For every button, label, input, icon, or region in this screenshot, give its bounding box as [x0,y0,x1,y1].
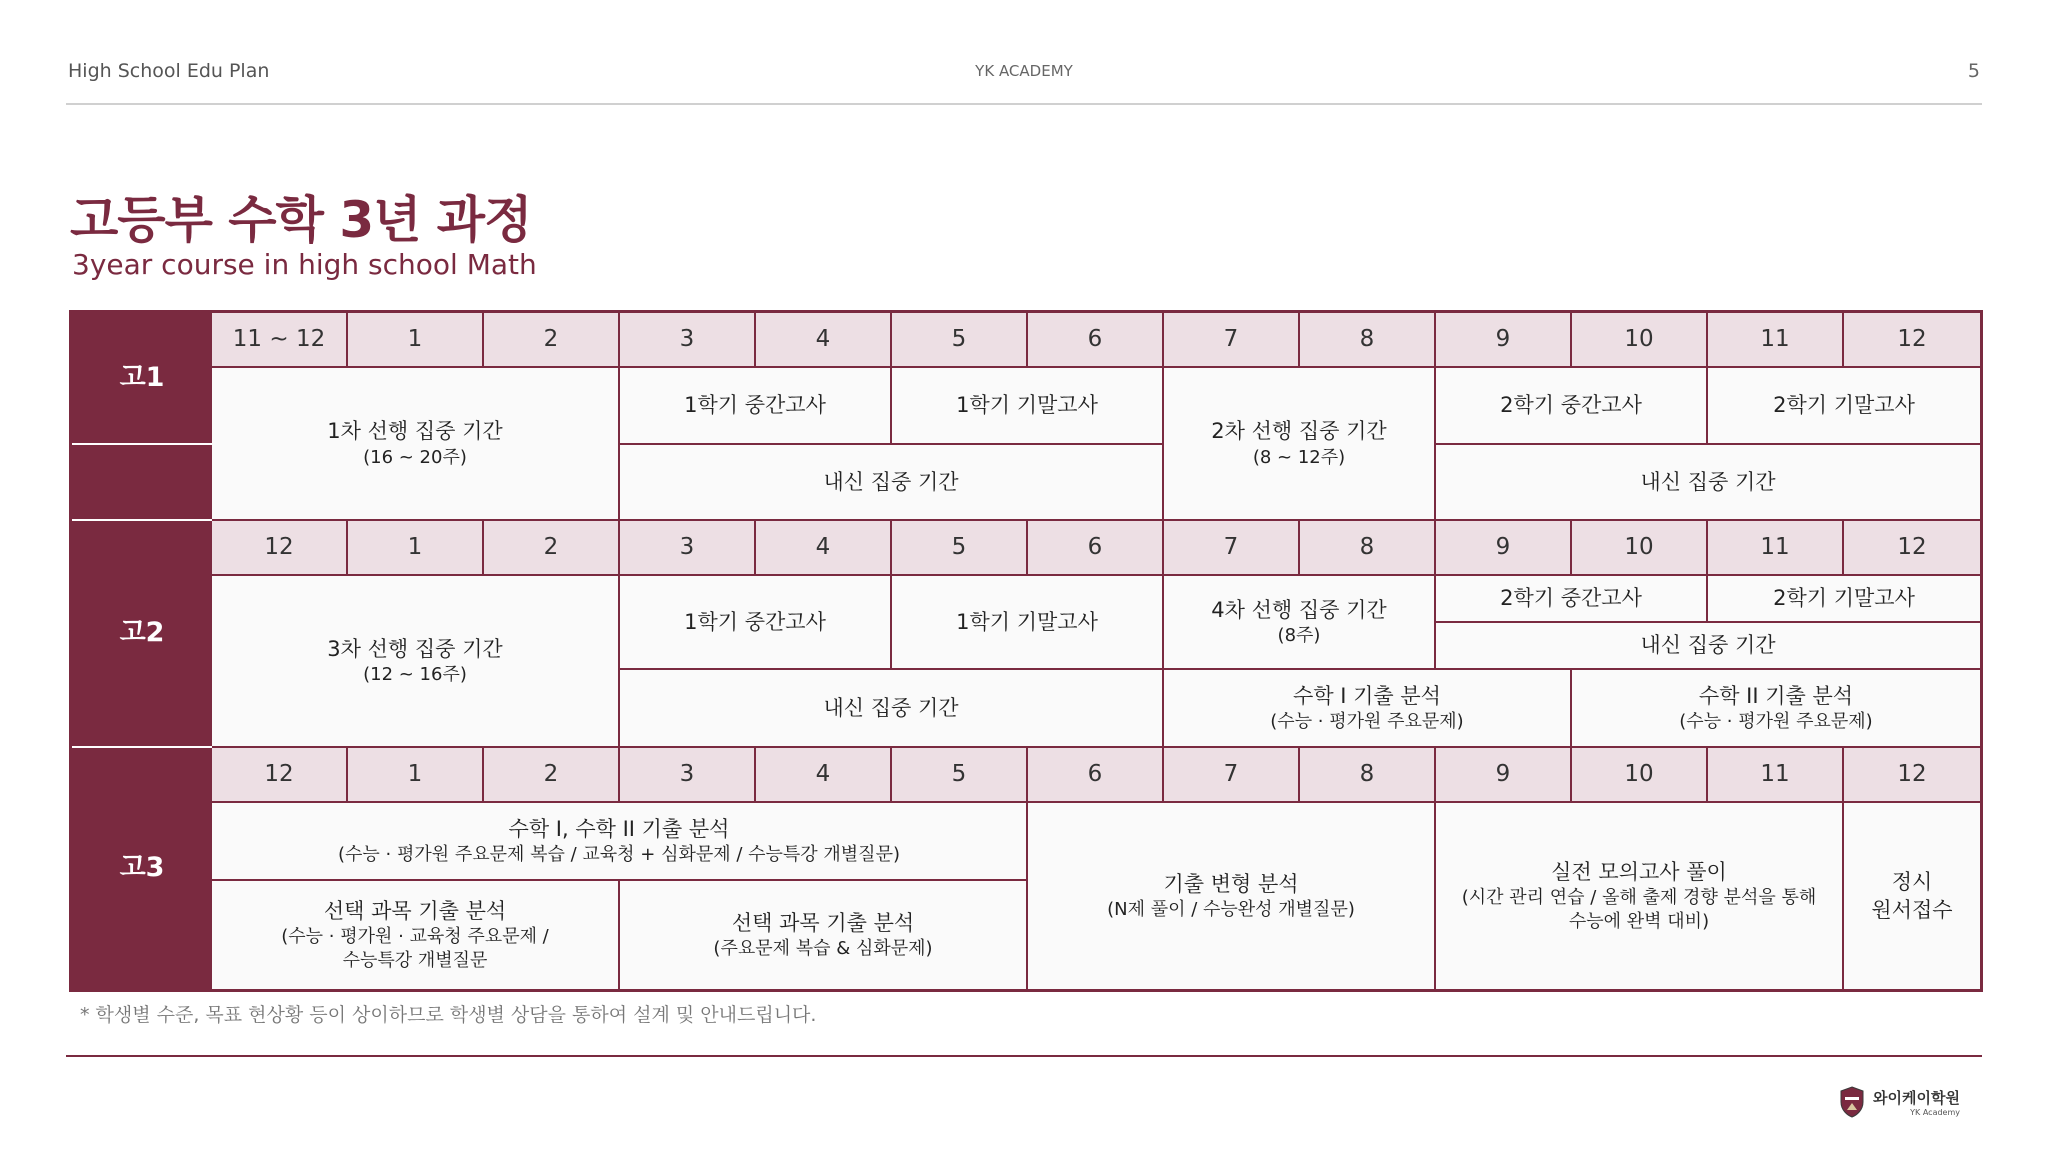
cell-sub: (수능 · 평가원 · 교육청 주요문제 / [281,925,549,947]
month-cell: 9 [1436,313,1572,368]
page-title: 고등부 수학 3년 과정 [70,191,532,249]
cell-sub: (8 ~ 12주) [1252,446,1346,468]
cell-sub: (16 ~ 20주) [363,446,467,468]
g3-elective-analysis-1 [212,881,620,989]
g3-variant-analysis [1028,803,1436,989]
grade-label-text: 고1 [119,361,165,393]
cell-sub: 수능특강 개별질문 [342,950,488,972]
month-cell: 6 [1028,748,1164,803]
month-cell: 2 [484,521,620,576]
cell-title: 원서접수 [1871,898,1953,922]
cell-title: 기출 변형 분석 [1163,871,1299,896]
month-cell: 9 [1436,521,1572,576]
g2-math1-analysis [1164,670,1572,748]
cell-title: 수학 I, 수학 II 기출 분석 [508,816,730,841]
cell-title: 3차 선행 집중 기간 [327,636,503,661]
footnote: * 학생별 수준, 목표 현상황 등이 상이하므로 학생별 상담을 통하여 설계 및 안내드립니다. [80,1004,817,1026]
cell-sub: (수능 · 평가원 주요문제) [1679,711,1873,733]
month-cell: 3 [620,521,756,576]
grade-label-g1-fill [72,445,212,521]
g2-naesin-period-2: 내신 집중 기간 [1436,623,1980,670]
cell-title: 수학 I 기출 분석 [1293,683,1441,708]
g1-final-1: 1학기 기말고사 [892,368,1164,445]
g1-final-2: 2학기 기말고사 [1708,368,1980,445]
cell-title: 선택 과목 기출 분석 [323,898,507,923]
cell-title: 선택 과목 기출 분석 [731,910,915,935]
cell-title: 1차 선행 집중 기간 [327,419,503,444]
month-cell: 7 [1164,748,1300,803]
month-cell: 10 [1572,748,1708,803]
month-cell: 3 [620,313,756,368]
month-cell: 4 [756,521,892,576]
month-cell: 10 [1572,313,1708,368]
grade-label-g1 [72,313,212,445]
month-cell: 2 [484,748,620,803]
month-cell: 4 [756,313,892,368]
cell-sub: (주요문제 복습 & 심화문제) [713,938,933,960]
g2-final-1: 1학기 기말고사 [892,576,1164,670]
g1-naesin-period-1: 내신 집중 기간 [620,445,1164,521]
month-cell: 1 [348,748,484,803]
cell-sub: (수능 · 평가원 주요문제) [1270,711,1464,733]
grade-label-text: 고3 [119,852,165,884]
month-cell: 6 [1028,313,1164,368]
month-cell: 7 [1164,313,1300,368]
month-cell: 5 [892,521,1028,576]
g2-math2-analysis [1572,670,1980,748]
month-cell: 12 [212,748,348,803]
g2-midterm-2: 2학기 중간고사 [1436,576,1708,623]
month-cell: 11 [1708,313,1844,368]
g1-midterm-2: 2학기 중간고사 [1436,368,1708,445]
header-center-brand: YK ACADEMY [975,62,1073,80]
g3-elective-analysis-2 [620,881,1028,989]
cell-title: 2차 선행 집중 기간 [1211,419,1387,444]
g1-naesin-period-2: 내신 집중 기간 [1436,445,1980,521]
month-cell: 6 [1028,521,1164,576]
g3-regular-application [1844,803,1980,989]
g3-math-both-analysis [212,803,1028,881]
cell-sub: 수능에 완벽 대비) [1568,911,1710,933]
month-cell: 3 [620,748,756,803]
grade-label-text: 고2 [119,617,165,649]
cell-title: 정시 [1891,869,1933,894]
cell-sub: (N제 풀이 / 수능완성 개별질문) [1107,899,1355,921]
curriculum-table [69,310,1983,992]
header-divider [66,103,1982,105]
cell-sub: (12 ~ 16주) [363,664,467,686]
month-cell: 1 [348,521,484,576]
month-cell: 7 [1164,521,1300,576]
cell-title: 4차 선행 집중 기간 [1211,597,1387,622]
month-cell: 5 [892,313,1028,368]
month-cell: 8 [1300,748,1436,803]
g3-mock-exam-practice [1436,803,1844,989]
g2-pre-study-4 [1164,576,1436,670]
month-cell: 5 [892,748,1028,803]
month-cell: 1 [348,313,484,368]
month-cell: 12 [1844,748,1980,803]
logo-english-text: YK Academy [1910,1108,1960,1117]
month-cell: 11 ~ 12 [212,313,348,368]
month-cell: 8 [1300,521,1436,576]
g2-pre-study-3 [212,576,620,748]
month-cell: 8 [1300,313,1436,368]
month-cell: 12 [1844,313,1980,368]
month-cell: 10 [1572,521,1708,576]
g1-pre-study-2 [1164,368,1436,521]
month-cell: 9 [1436,748,1572,803]
g2-final-2: 2학기 기말고사 [1708,576,1980,623]
g2-midterm-1: 1학기 중간고사 [620,576,892,670]
cell-sub: (수능 · 평가원 주요문제 복습 / 교육청 + 심화문제 / 수능특강 개별질문) [337,844,900,866]
grade-label-g3 [72,748,212,989]
cell-title: 수학 II 기출 분석 [1698,683,1854,708]
g1-pre-study-1 [212,368,620,521]
cell-title: 실전 모의고사 풀이 [1551,859,1727,884]
academy-logo [1839,1086,1960,1118]
grade-label-g2 [72,521,212,748]
month-cell: 11 [1708,748,1844,803]
g2-naesin-period-1: 내신 집중 기간 [620,670,1164,748]
logo-korean-text: 와이케이학원 [1873,1089,1960,1107]
month-cell: 12 [1844,521,1980,576]
cell-sub: (8주) [1277,625,1321,647]
month-cell: 11 [1708,521,1844,576]
month-cell: 2 [484,313,620,368]
month-cell: 4 [756,748,892,803]
shield-emblem-icon [1839,1086,1865,1118]
footer-divider [66,1055,1982,1057]
page-number: 5 [1967,60,1980,82]
header-left-title: High School Edu Plan [68,60,270,82]
g1-midterm-1: 1학기 중간고사 [620,368,892,445]
month-cell: 12 [212,521,348,576]
cell-sub: (시간 관리 연습 / 올해 출제 경향 분석을 통해 [1461,886,1817,908]
page-subtitle: 3year course in high school Math [72,248,537,281]
